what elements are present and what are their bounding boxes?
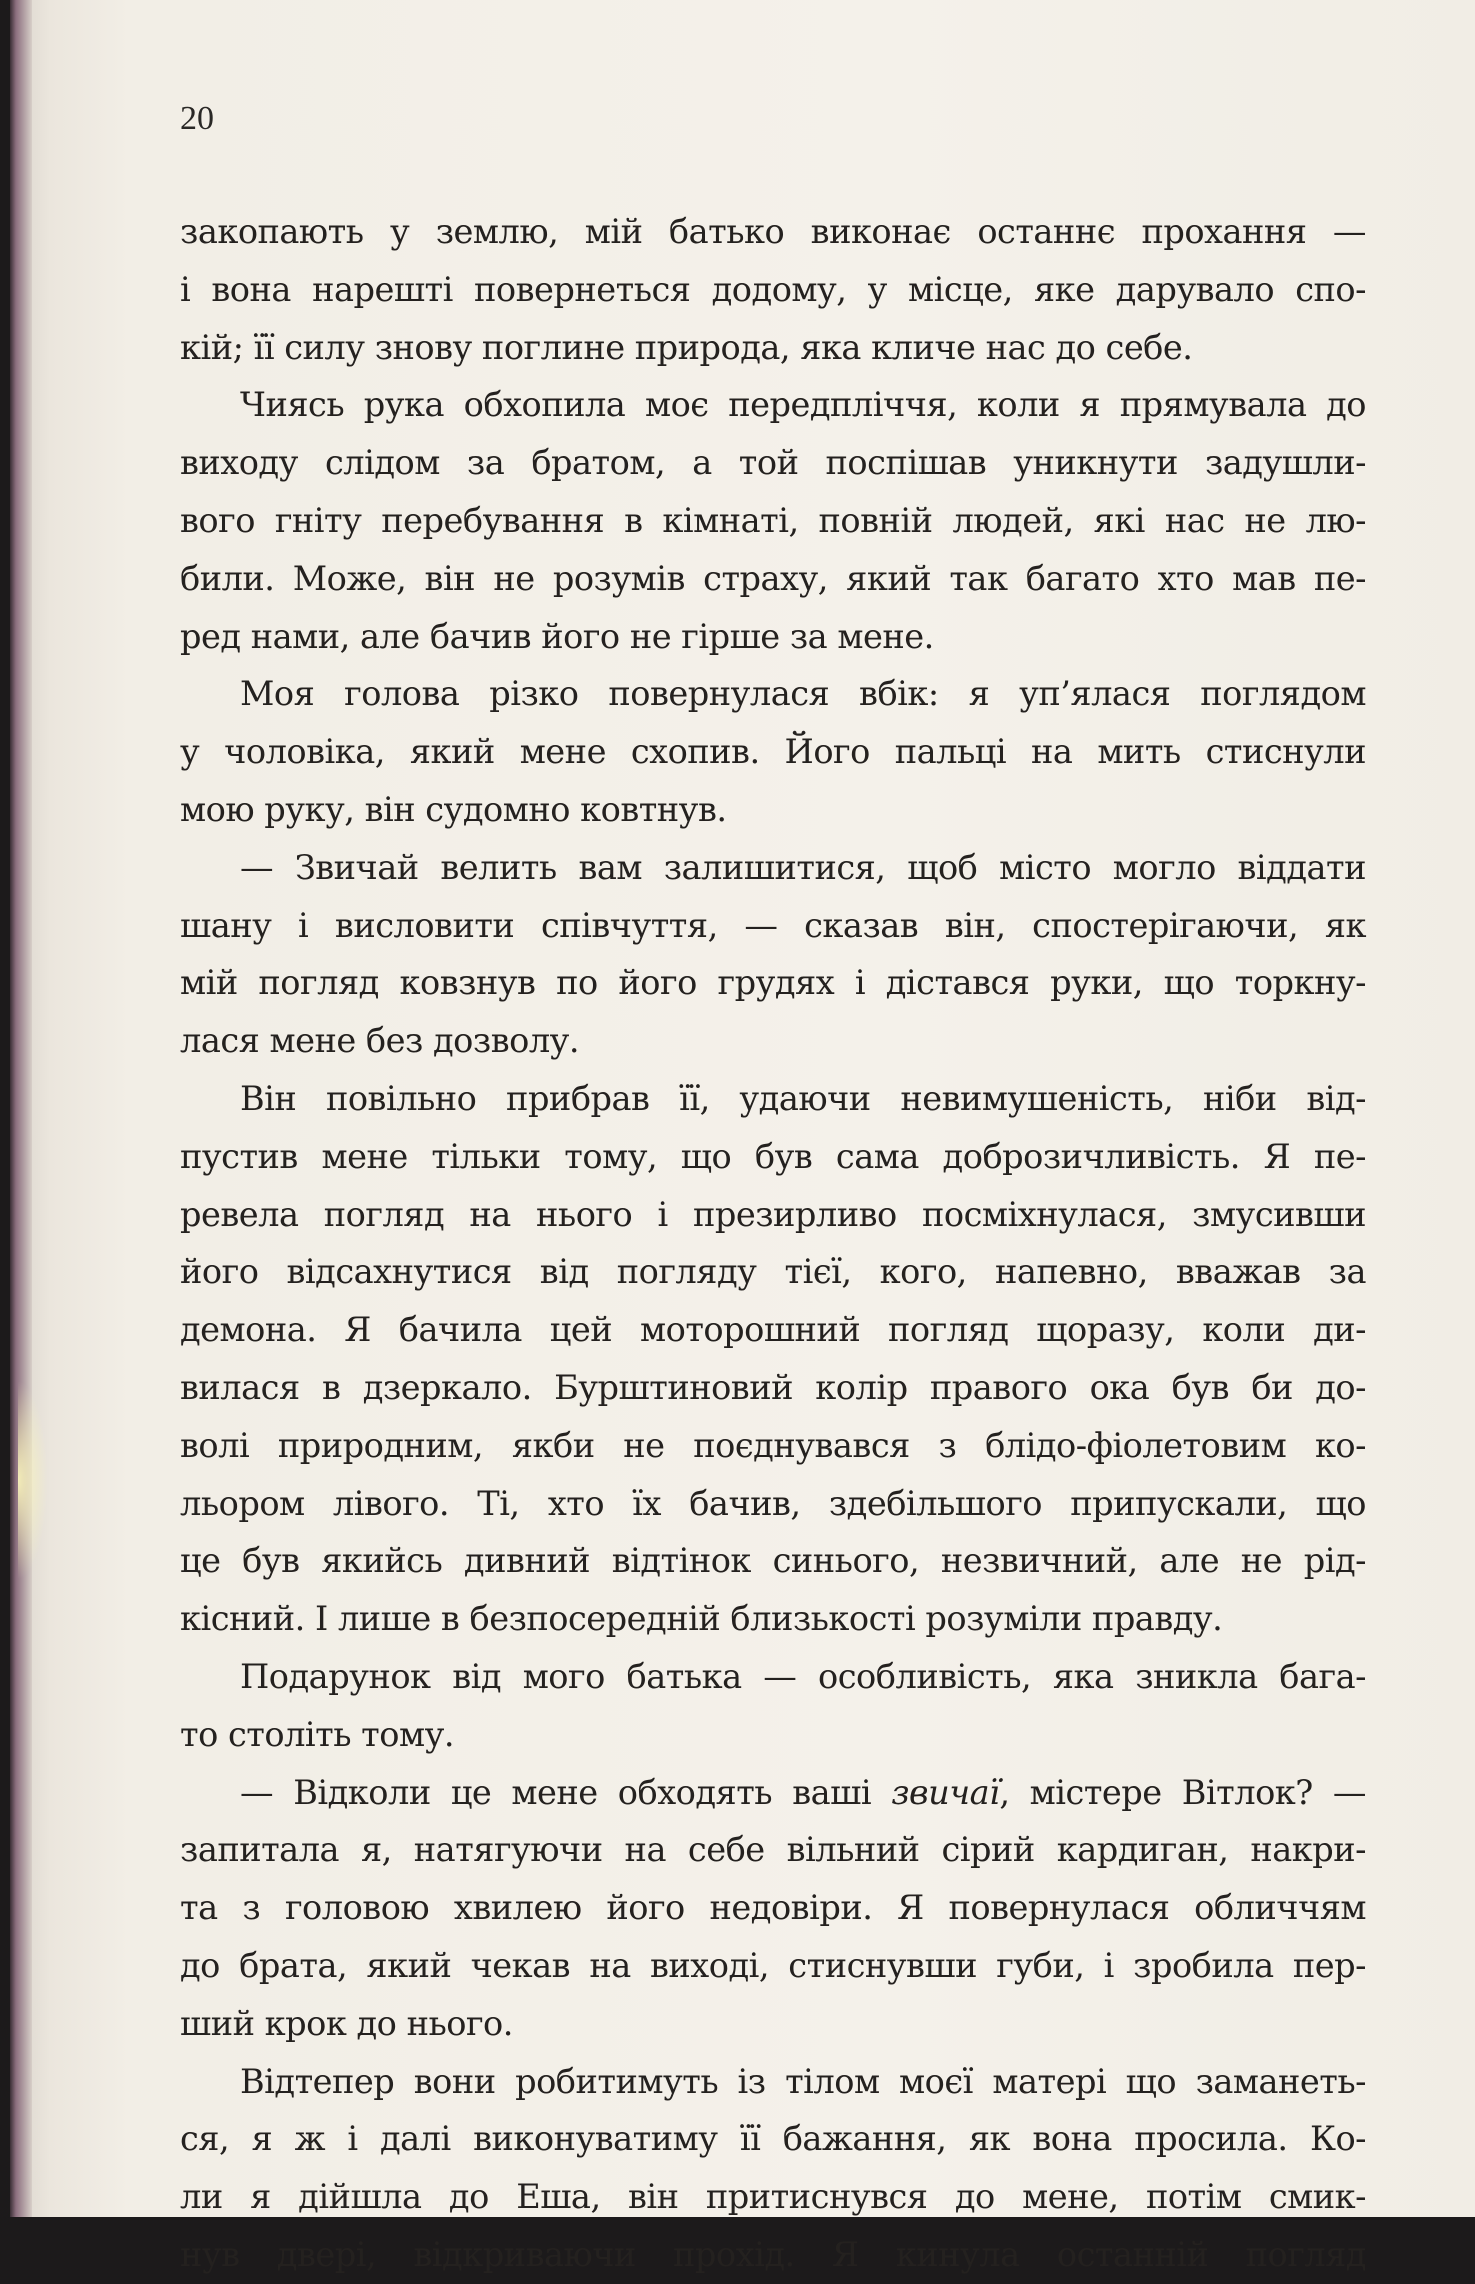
text-line: пустив мене тільки тому, що був сама доброзичливість. Я пе- [180,1136,1366,1176]
text-fragment: — Відколи це мене обходять ваші [240,1772,892,1812]
text-line: волі природним, якби не поєднувався з блідо-фіолетовим ко- [180,1425,1366,1465]
text-line: його відсахнутися від погляду тієї, кого, напевно, вважав за [180,1252,1366,1292]
text-line: мою руку, він судомно ковтнув. [180,789,727,829]
text-line: демона. Я бачила цей моторошний погляд щоразу, коли ди- [180,1310,1366,1350]
page-number: 20 [180,100,214,137]
text-line: це був якийсь дивний відтінок синього, незвичний, але не рід- [180,1541,1366,1581]
text-line: у чоловіка, який мене схопив. Його пальці на мить стиснули [180,732,1366,772]
paragraph-6 [180,1648,1366,1764]
paragraph-7 [180,1764,1366,2053]
text-line: ревела погляд на нього і презирливо посміхнулася, змусивши [180,1194,1366,1234]
text-line: били. Може, він не розумів страху, який так багато хто мав пе- [180,558,1366,598]
text-fragment: , містере Вітлок? — [999,1772,1366,1812]
text-line: до брата, який чекав на виході, стиснувши губи, і зробила пер- [180,1945,1366,1985]
text-line: — Звичай велить вам залишитися, щоб місто могло віддати [240,847,1366,887]
body-text [180,203,1366,2284]
text-line: закопають у землю, мій батько виконає останнє прохання — [180,212,1366,251]
italic-word: звичаї [891,1772,1000,1812]
text-line: то століть тому. [180,1714,455,1754]
text-line: вого гніту перебування в кімнаті, повній людей, які нас не лю- [180,500,1366,540]
text-line: ший крок до нього. [180,2003,513,2043]
page-edge-highlight [18,1380,48,1580]
text-line: запитала я, натягуючи на себе вільний сірий кардиган, накри- [180,1830,1366,1870]
text-line: і вона нарешті повернеться додому, у місце, яке дарувало спо- [180,269,1366,309]
text-line: виходу слідом за братом, а той поспішав уникнути задушли- [180,443,1366,483]
text-line: Подарунок від мого батька — особливість, яка зникла бага- [240,1656,1366,1696]
binding-shadow [10,0,32,2217]
text-line: Відтепер вони робитимуть із тілом моєї матері що заманеть- [240,2061,1366,2101]
text-line: лася мене без дозволу. [180,1021,580,1061]
text-line: нув двері, відкриваючи прохід. Я кинула останній погляд [180,2234,1366,2274]
paragraph-1 [180,203,1366,376]
paragraph-8 [180,2053,1366,2284]
text-line: вилася в дзеркало. Бурштиновий колір правого ока був би до- [180,1367,1366,1407]
paragraph-3 [180,665,1366,838]
paragraph-2 [180,376,1366,665]
text-line: Моя голова різко повернулася вбік: я уп’ялася поглядом [240,674,1366,714]
paragraph-4 [180,839,1366,1070]
text-line: та з головою хвилею його недовіри. Я повернулася обличчям [180,1888,1366,1928]
text-line: кісний. І лише в безпосередній близькості розуміли правду. [180,1599,1223,1639]
text-line [180,1764,1366,1822]
text-line: Чиясь рука обхопила моє передпліччя, коли я прямувала до [240,385,1366,425]
text-line: ли я дійшла до Еша, він притиснувся до мене, потім смик- [180,2177,1366,2217]
text-line: мій погляд ковзнув по його грудях і дістався руки, що торкну- [180,963,1366,1003]
text-line: Він повільно прибрав її, удаючи невимушеність, ніби від- [240,1078,1366,1118]
text-line: ся, я ж і далі виконуватиму її бажання, як вона просила. Ко- [180,2119,1366,2159]
text-line: кій; її силу знову поглине природа, яка кличе нас до себе. [180,327,1193,367]
text-line: ред нами, але бачив його не гірше за мене. [180,616,934,656]
text-line: льором лівого. Ті, хто їх бачив, здебільшого припускали, що [180,1483,1366,1523]
text-line: шану і висловити співчуття, — сказав він, спостерігаючи, як [180,905,1366,945]
paragraph-5 [180,1070,1366,1648]
